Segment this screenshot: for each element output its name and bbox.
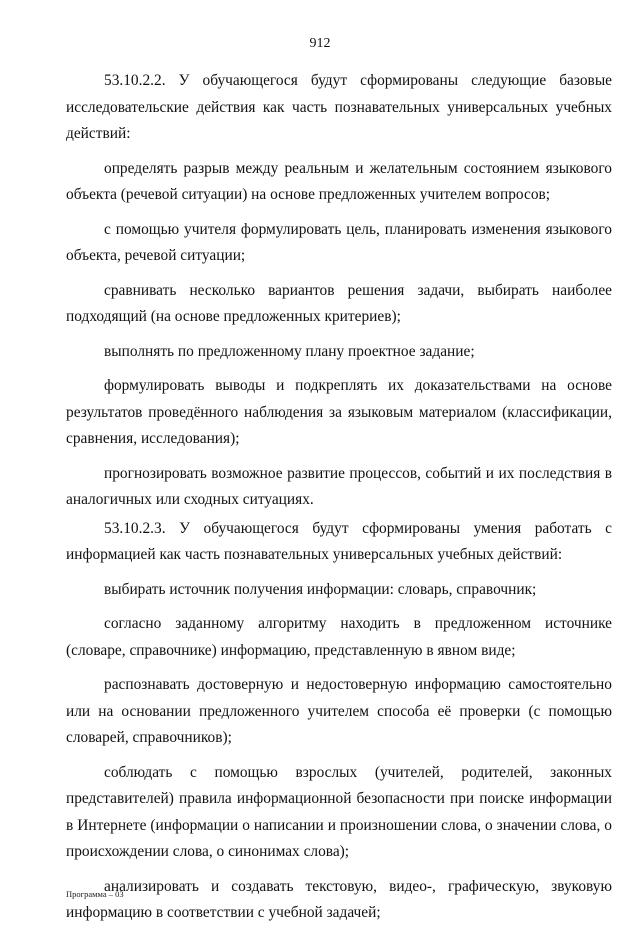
page-number: 912 <box>309 36 331 51</box>
paragraph-item: прогнозировать возможное развитие процессов, событий и их последствия в аналогичных или сходных ситуациях. <box>66 464 612 508</box>
document-body <box>66 68 612 935</box>
paragraph-item: соблюдать с помощью взрослых (учителей, родителей, законных представителей) правила информационной безопасности при поиске информации в Интернете (информации о написании и произношении слова, о значении слова, о происхождении слова, о синонимах слова); <box>66 763 612 860</box>
paragraph-item: анализировать и создавать текстовую, видео-, графическую, звуковую информацию в соответствии с учебной задачей; <box>66 877 612 921</box>
page-footer: Программа – 03 <box>66 889 124 899</box>
paragraph-item: согласно заданному алгоритму находить в предложенном источнике (словаре, справочнике) информацию, представленную в явном виде; <box>66 615 612 659</box>
paragraph-item: формулировать выводы и подкреплять их доказательствами на основе результатов проведённого наблюдения за языковым материалом (классификации, сравнения, исследования); <box>66 377 612 447</box>
paragraph-section-53-10-2-3: 53.10.2.3. У обучающегося будут сформированы умения работать с информацией как часть познавательных универсальных учебных действий: <box>66 519 612 563</box>
paragraph-item: определять разрыв между реальным и желательным состоянием языкового объекта (речевой ситуации) на основе предложенных учителем вопросов; <box>66 159 612 203</box>
paragraph-item: выполнять по предложенному плану проектное задание; <box>104 342 475 360</box>
paragraph-item: с помощью учителя формулировать цель, планировать изменения языкового объекта, речевой ситуации; <box>66 220 612 264</box>
paragraph-section-53-10-2-2: 53.10.2.2. У обучающегося будут сформированы следующие базовые исследовательские действия как часть познавательных универсальных учебных действий: <box>66 72 612 142</box>
paragraph-item: сравнивать несколько вариантов решения задачи, выбирать наиболее подходящий (на основе предложенных критериев); <box>66 281 612 325</box>
paragraph-item: выбирать источник получения информации: словарь, справочник; <box>104 580 537 598</box>
paragraph-item: распознавать достоверную и недостоверную информацию самостоятельно или на основании предложенного учителем способа её проверки (с помощью словарей, справочников); <box>66 676 612 746</box>
